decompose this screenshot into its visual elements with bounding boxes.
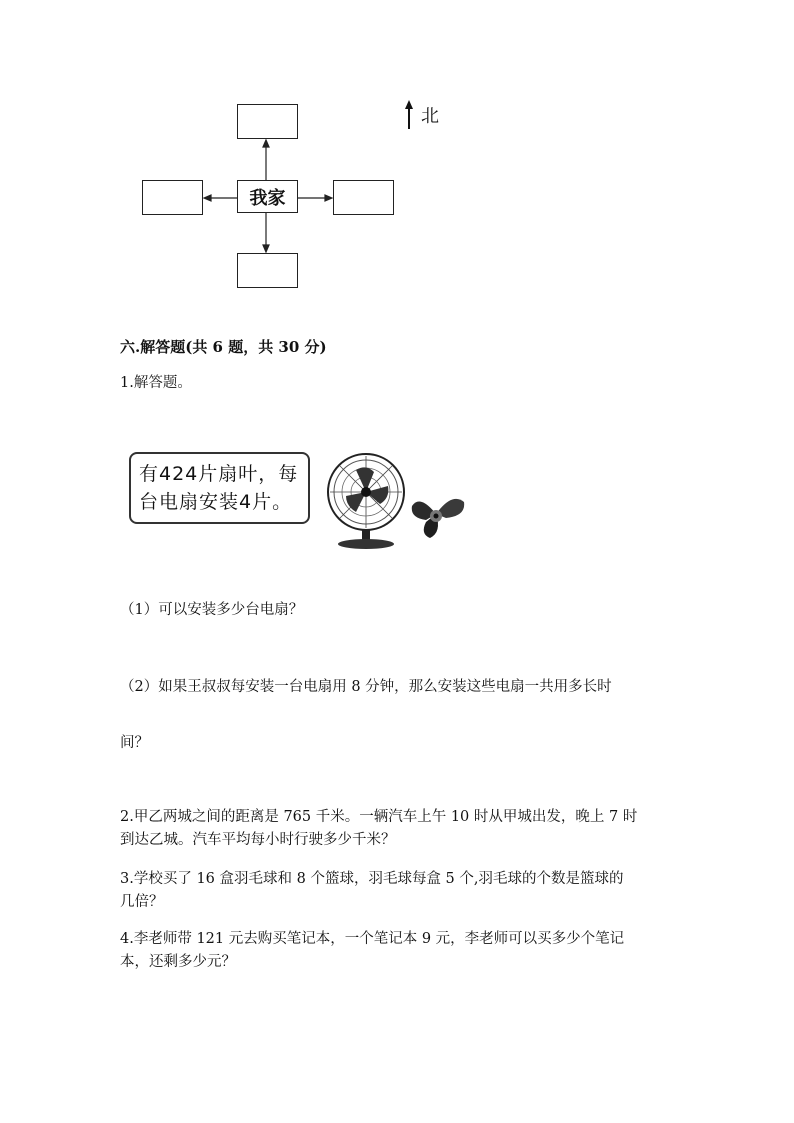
diagram-arrows [0, 0, 794, 320]
fan-blade-icon [408, 490, 468, 540]
q1-title: 1.解答题。 [120, 375, 192, 391]
callout-line-2: 台电扇安装4片。 [139, 491, 293, 513]
q2-line1: 2.甲乙两城之间的距离是 765 千米。一辆汽车上午 10 时从甲城出发，晚上 7 时 [120, 809, 638, 825]
q1-part1: （1）可以安装多少台电扇？ [120, 602, 304, 618]
problem-callout [129, 452, 310, 524]
q1-part2-line2: 间？ [120, 735, 149, 751]
section-title: 六.解答题(共 6 题，共 30 分) [120, 338, 327, 356]
q4-line1: 4.李老师带 121 元去购买笔记本，一个笔记本 9 元，李老师可以买多少个笔记 [120, 931, 625, 947]
q1-part2-line1: （2）如果王叔叔每安装一台电扇用 8 分钟，那么安装这些电扇一共用多长时 [120, 679, 612, 695]
q3-line2: 几倍？ [120, 894, 164, 910]
electric-fan-icon [326, 448, 410, 552]
q4-line2: 本，还剩多少元？ [120, 954, 236, 970]
north-label: 北 [421, 106, 439, 127]
home-label: 我家 [249, 187, 286, 209]
callout-line-1: 有424片扇叶，每 [139, 463, 299, 485]
q2-line2: 到达乙城。汽车平均每小时行驶多少千米？ [120, 832, 396, 848]
q3-line1: 3.学校买了 16 盒羽毛球和 8 个篮球，羽毛球每盒 5 个,羽毛球的个数是篮球的 [120, 871, 624, 887]
north-arrow-icon [403, 100, 415, 130]
